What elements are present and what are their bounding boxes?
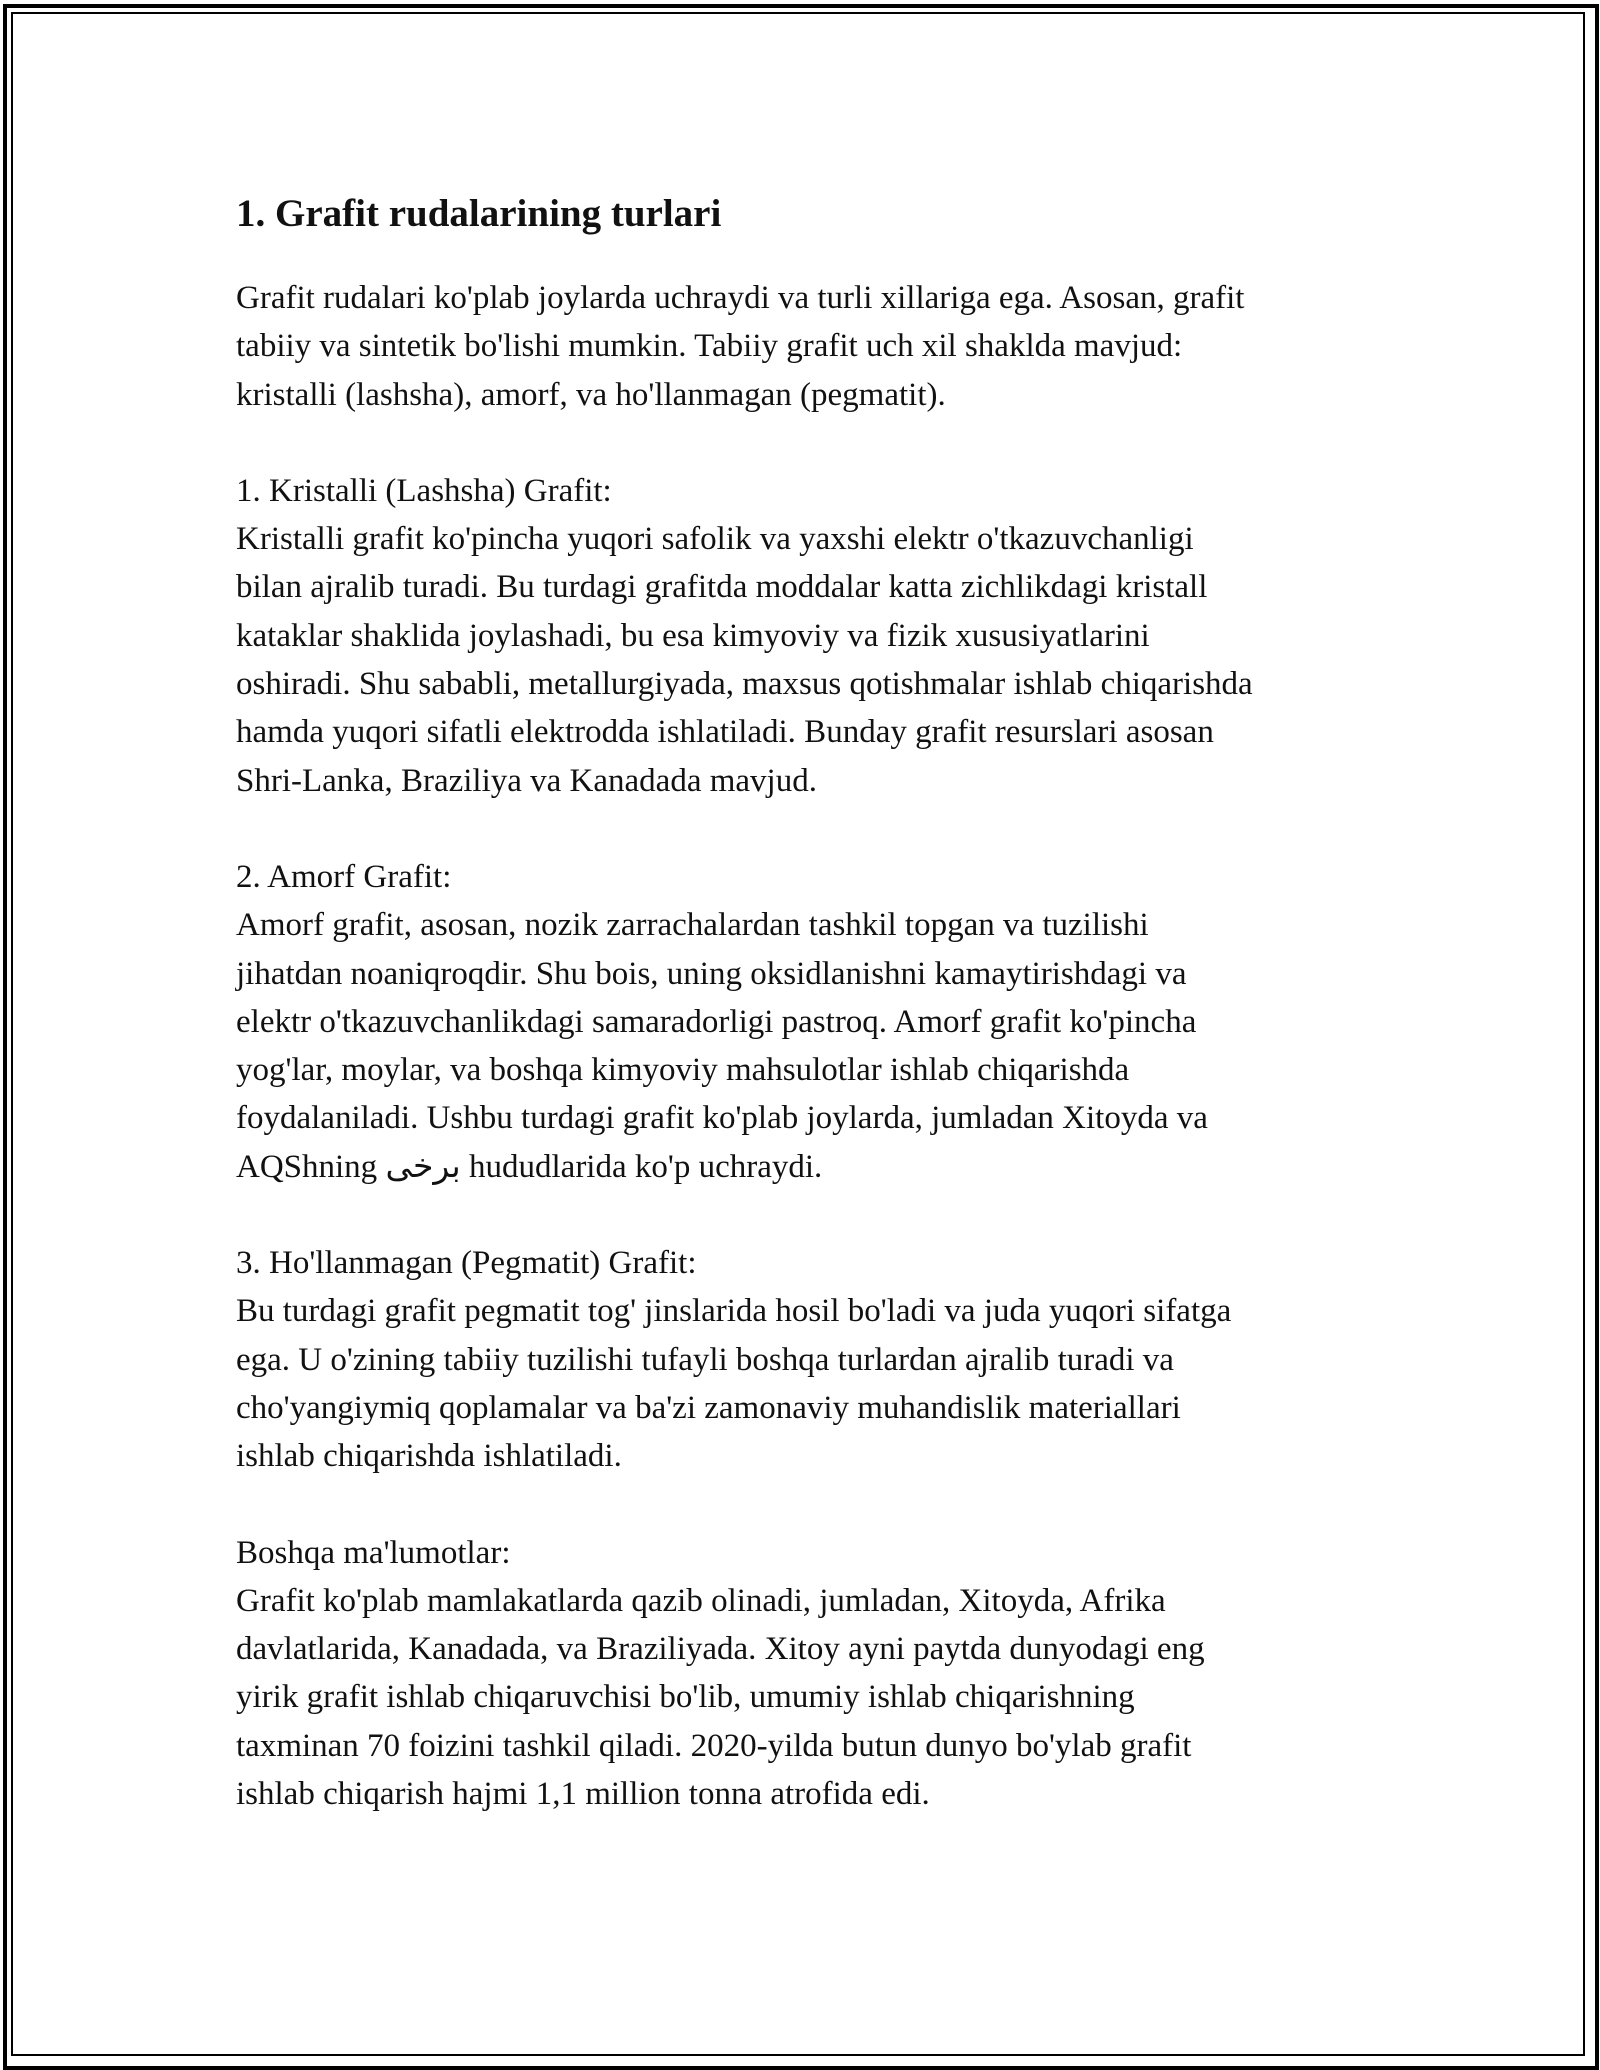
section-heading-kristalli: 1. Kristalli (Lashsha) Grafit: xyxy=(236,472,612,509)
section-body-other-info: Grafit ko'plab mamlakatlarda qazib olinadi, jumladan, Xitoyda, Afrika davlatlarida, Kanadada, va Braziliyada. Xitoy ayni paytda dunyodagi eng yirik grafit ishlab chiqaruvchisi bo'lib, umumiy ishlab chiqarishning taxminan 70 foizini tashkil qiladi. 2020-yilda butun dunyo bo'ylab grafit ishlab chiqarish hajmi 1,1 million tonna atrofida edi. xyxy=(236,1582,1205,1813)
section-heading-amorf: 2. Amorf Grafit: xyxy=(236,858,452,895)
spacer xyxy=(236,1191,1376,1239)
intro-paragraph: Grafit rudalari ko'plab joylarda uchraydi va turli xillariga ega. Asosan, grafit tabiiy va sintetik bo'lishi mumkin. Tabiiy grafit uch xil shaklda mavjud: kristalli (lashsha), amorf, va ho'llanmagan (pegmatit). xyxy=(236,280,1245,413)
spacer xyxy=(236,1481,1376,1529)
spacer xyxy=(236,238,1376,274)
section-body-amorf: Amorf grafit, asosan, nozik zarrachalardan tashkil topgan va tuzilishi jihatdan noaniqroqdir. Shu bois, uning oksidlanishni kamaytirishdagi va elektr o'tkazuvchanlikdagi samaradorligi pastroq. Amorf grafit ko'pincha yog'lar, moylar, va boshqa kimyoviy mahsulotlar ishlab chiqarishda foydalaniladi. Ushbu turdagi grafit ko'plab joylarda, jumladan Xitoyda va AQShning برخی hududlarida ko'p uchraydi. xyxy=(236,907,1208,1185)
section-body-kristalli: Kristalli grafit ko'pincha yuqori safolik va yaxshi elektr o'tkazuvchanligi bilan ajralib turadi. Bu turdagi grafitda moddalar katta zichlikdagi kristall kataklar shaklida joylashadi, bu esa kimyoviy va fizik xususiyatlarini oshiradi. Shu sababli, metallurgiyada, maxsus qotishmalar ishlab chiqarishda hamda yuqori sifatli elektrodda ishlatiladi. Bunday grafit resurslari asosan Shri-Lanka, Braziliya va Kanadada mavjud. xyxy=(236,521,1253,799)
section-heading-pegmatit: 3. Ho'llanmagan (Pegmatit) Grafit: xyxy=(236,1245,697,1282)
spacer xyxy=(236,805,1376,853)
document-body xyxy=(236,190,1376,1818)
spacer xyxy=(236,419,1376,467)
section-body-pegmatit: Bu turdagi grafit pegmatit tog' jinslarida hosil bo'ladi va juda yuqori sifatga ega. U o'zining tabiiy tuzilishi tufayli boshqa turlardan ajralib turadi va cho'yangiymiq qoplamalar va ba'zi zamonaviy muhandislik materiallari ishlab chiqarishda ishlatiladi. xyxy=(236,1293,1232,1475)
section-heading-other-info: Boshqa ma'lumotlar: xyxy=(236,1534,511,1571)
document-title: 1. Grafit rudalarining turlari xyxy=(236,192,722,235)
